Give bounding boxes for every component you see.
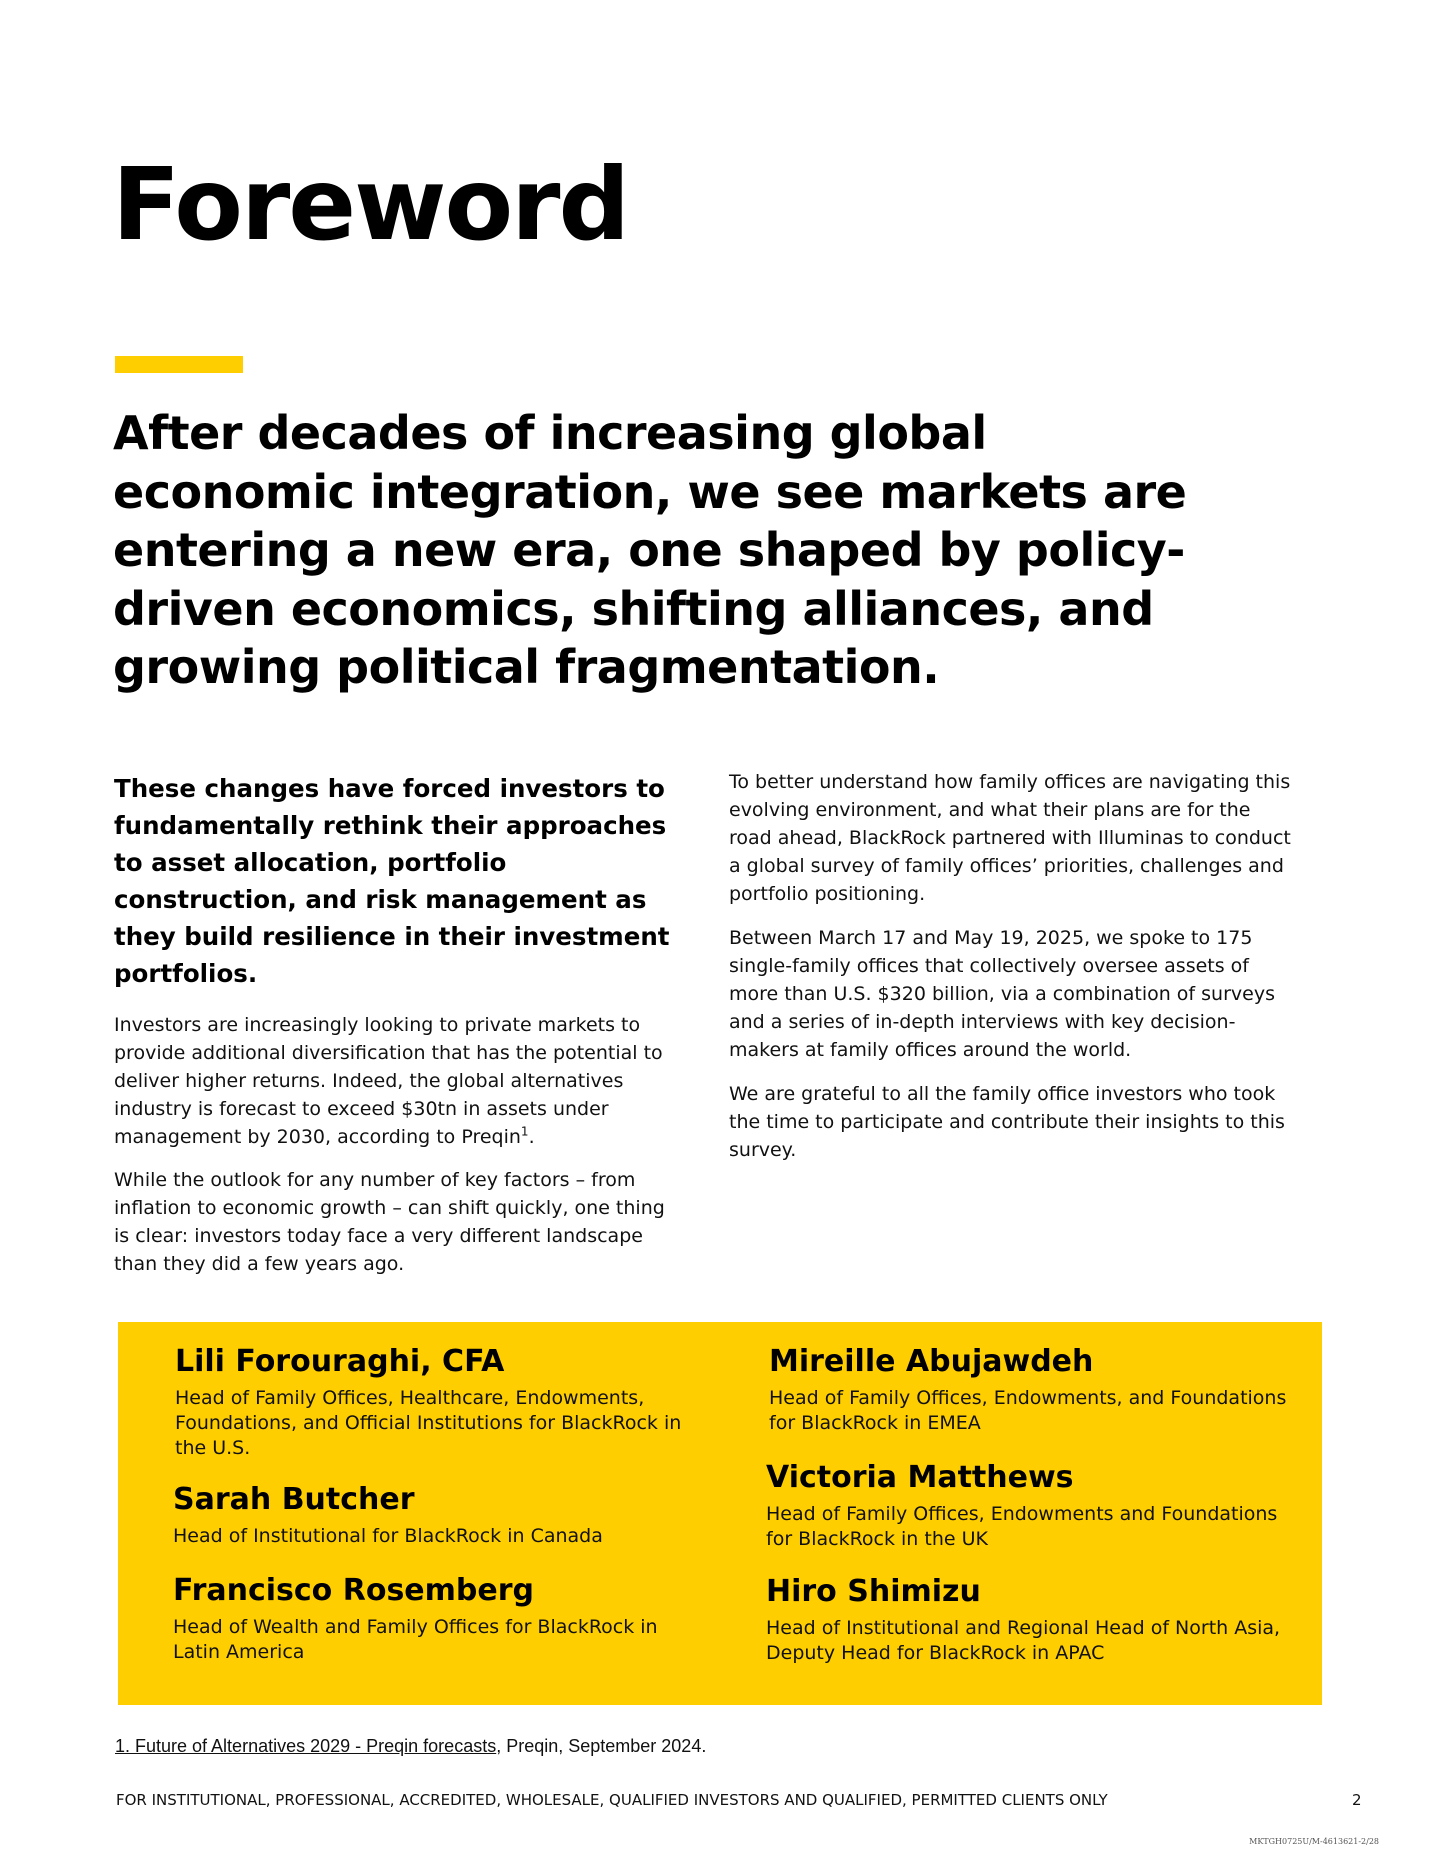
contact-role: Head of Institutional and Regional Head of North Asia, Deputy Head for BlackRock in APAC [766,1617,1281,1664]
right-column [729,768,1299,1180]
headline: After decades of increasing global economic integration, we see markets are entering a new era, one shaped by policy-driven economics, shifting alliances, and growing political fragmentation. [113,406,1187,694]
contact-card [173,1573,693,1665]
footnote [115,1735,706,1757]
page-number: 2 [1352,1791,1362,1809]
page-title: Foreword [112,146,629,263]
body-paragraph: Between March 17 and May 19, 2025, we spoke to 175 single-family offices that collectively oversee assets of more than U.S. $320 billion, via a combination of surveys and a series of in-depth interviews with key decision-makers at family offices around the world. [729,927,1275,1061]
footnote-source: , Preqin, September 2024. [496,1736,707,1756]
contact-name: Francisco Rosemberg [173,1573,534,1608]
contact-name: Hiro Shimizu [766,1574,981,1609]
contact-name: Sarah Butcher [173,1482,415,1517]
footnote-link[interactable]: 1. Future of Alternatives 2029 - Preqin forecasts [115,1736,497,1756]
contact-role: Head of Family Offices, Endowments and Foundations for BlackRock in the UK [766,1503,1278,1550]
contact-card [173,1482,693,1549]
document-code: MKTGH0725U/M-4613621-2/28 [1249,1837,1379,1846]
contact-role: Head of Wealth and Family Offices for BlackRock in Latin America [173,1616,658,1663]
body-paragraph: While the outlook for any number of key factors – from inflation to economic growth – can shift quickly, one thing is clear: investors today face a very different landscape than they did a few years ago. [114,1169,665,1275]
left-column [114,770,674,1293]
body-paragraph-end: . [528,1126,535,1148]
footer-disclaimer: FOR INSTITUTIONAL, PROFESSIONAL, ACCREDITED, WHOLESALE, QUALIFIED INVESTORS AND QUALIFIED, PERMITTED CLIENTS ONLY [116,1791,1108,1809]
contacts-panel [118,1322,1322,1705]
lead-paragraph: These changes have forced investors to fundamentally rethink their approaches to asset allocation, portfolio construction, and risk management as they build resilience in their investment portfolios. [114,774,670,988]
body-paragraph: To better understand how family offices are navigating this evolving environment, and what their plans are for the road ahead, BlackRock partnered with Illuminas to conduct a global survey of family offices’ priorities, challenges and portfolio positioning. [729,771,1291,905]
body-paragraph [114,1011,674,1151]
contact-role: Head of Family Offices, Endowments, and Foundations for BlackRock in EMEA [769,1387,1287,1434]
contact-card [766,1574,1286,1666]
contact-card [175,1344,695,1461]
contact-name: Mireille Abujawdeh [769,1344,1094,1379]
footnote-ref[interactable]: 1 [520,1124,529,1139]
contact-name: Lili Forouraghi, CFA [175,1344,505,1379]
accent-bar [115,356,243,373]
contact-name: Victoria Matthews [766,1460,1074,1495]
body-paragraph: We are grateful to all the family office investors who took the time to participate and contribute their insights to this survey. [729,1083,1285,1161]
contact-role: Head of Family Offices, Healthcare, Endowments, Foundations, and Official Institutions for BlackRock in the U.S. [175,1387,682,1459]
body-paragraph-text: Investors are increasingly looking to private markets to provide additional diversification that has the potential to deliver higher returns. Indeed, the global alternatives industry is forecast to exceed $30tn in assets under management by 2030, according to Preqin [114,1014,663,1148]
contact-card [769,1344,1289,1436]
contact-role: Head of Institutional for BlackRock in Canada [173,1525,603,1547]
contact-card [766,1460,1286,1552]
